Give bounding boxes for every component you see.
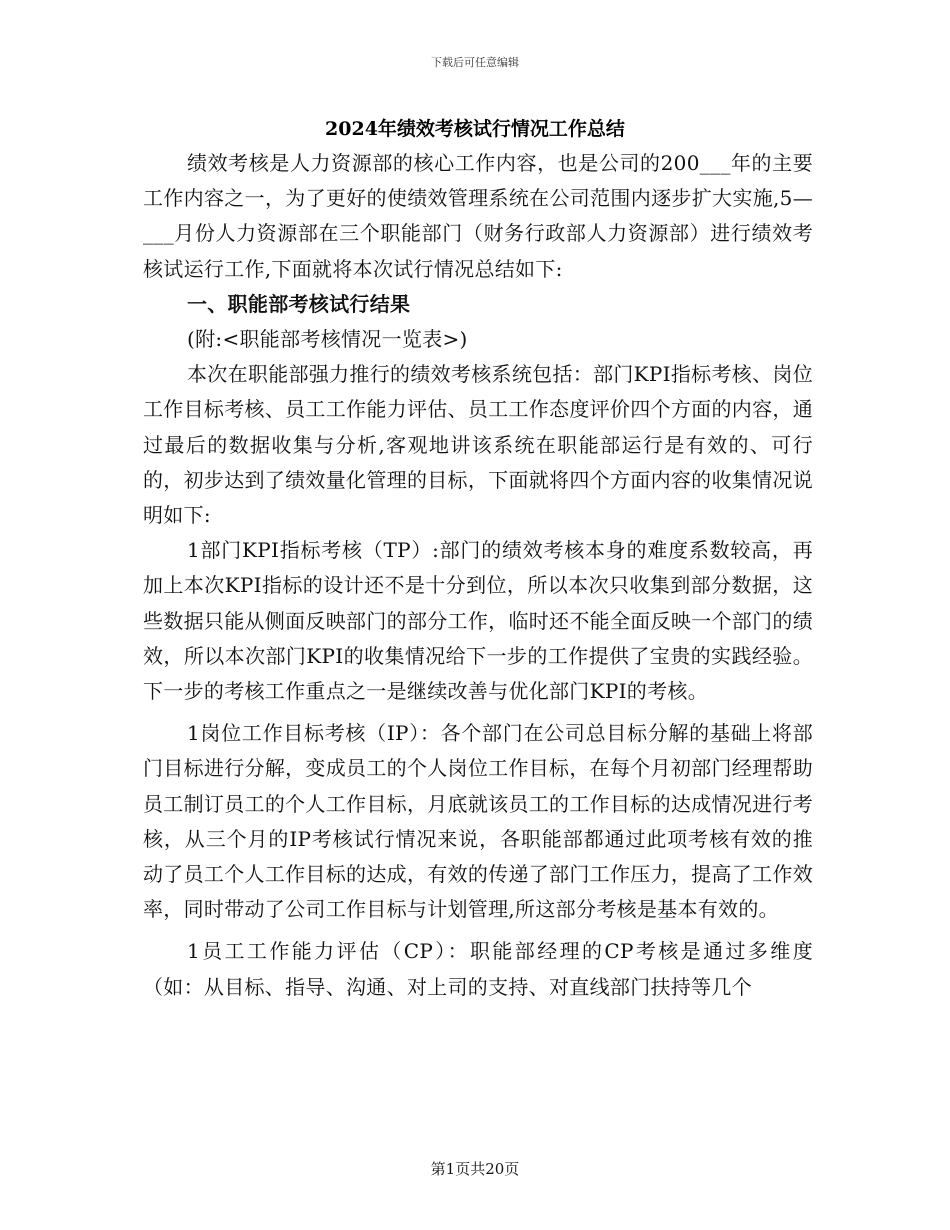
header-note: 下载后可任意编辑 [431, 56, 519, 69]
section-heading: 一、职能部考核试行结果 [187, 291, 411, 316]
paragraph-cp: 1员工工作能力评估（CP）：职能部经理的CP考核是通过多维度（如：从目标、指导、沟通、对上司的支持、对直线部门扶持等几个 [143, 939, 813, 999]
paragraph-kpi-tp: 1部门KPI指标考核（TP）:部门的绩效考核本身的难度系数较高，再加上本次KPI指标的设计还不是十分到位，所以本次只收集到部分数据，这些数据只能从侧面反映部门的部分工作，临时还不能全面反映一个部门的绩效，所以本次部门KPI的收集情况给下一步的工作提供了宝贵的实践经验。下一步的考核工作重点之一是继续改善与优化部门KPI的考核。 [143, 538, 813, 704]
paragraph-intro: 绩效考核是人力资源部的核心工作内容，也是公司的200___年的主要工作内容之一，为了更好的使绩效管理系统在公司范围内逐步扩大实施,5—___月份人力资源部在三个职能部门（财务行政部人力资源部）进行绩效考核试运行工作,下面就将本次试行情况总结如下: [143, 151, 813, 281]
document-title: 2024年绩效考核试行情况工作总结 [325, 118, 625, 140]
paragraph-attachment-note: (附:<职能部考核情况一览表>) [187, 327, 468, 352]
paragraph-ip: 1岗位工作目标考核（IP）：各个部门在公司总目标分解的基础上将部门目标进行分解，变成员工的个人岗位工作目标，在每个月初部门经理帮助员工制订员工的个人工作目标，月底就该员工的工作目标的达成情况进行考核，从三个月的IP考核试行情况来说，各职能部都通过此项考核有效的推动了员工个人工作目标的达成，有效的传递了部门工作压力，提高了工作效率，同时带动了公司工作目标与计划管理,所这部分考核是基本有效的。 [143, 721, 813, 922]
paragraph-system-overview: 本次在职能部强力推行的绩效考核系统包括：部门KPI指标考核、岗位工作目标考核、员工工作能力评估、员工工作态度评价四个方面的内容，通过最后的数据收集与分析,客观地讲该系统在职能部运行是有效的、可行的，初步达到了绩效量化管理的目标，下面就将四个方面内容的收集情况说明如下: [143, 362, 813, 528]
document-body [143, 146, 813, 1005]
page-footer: 第1页共20页 [430, 1160, 520, 1178]
